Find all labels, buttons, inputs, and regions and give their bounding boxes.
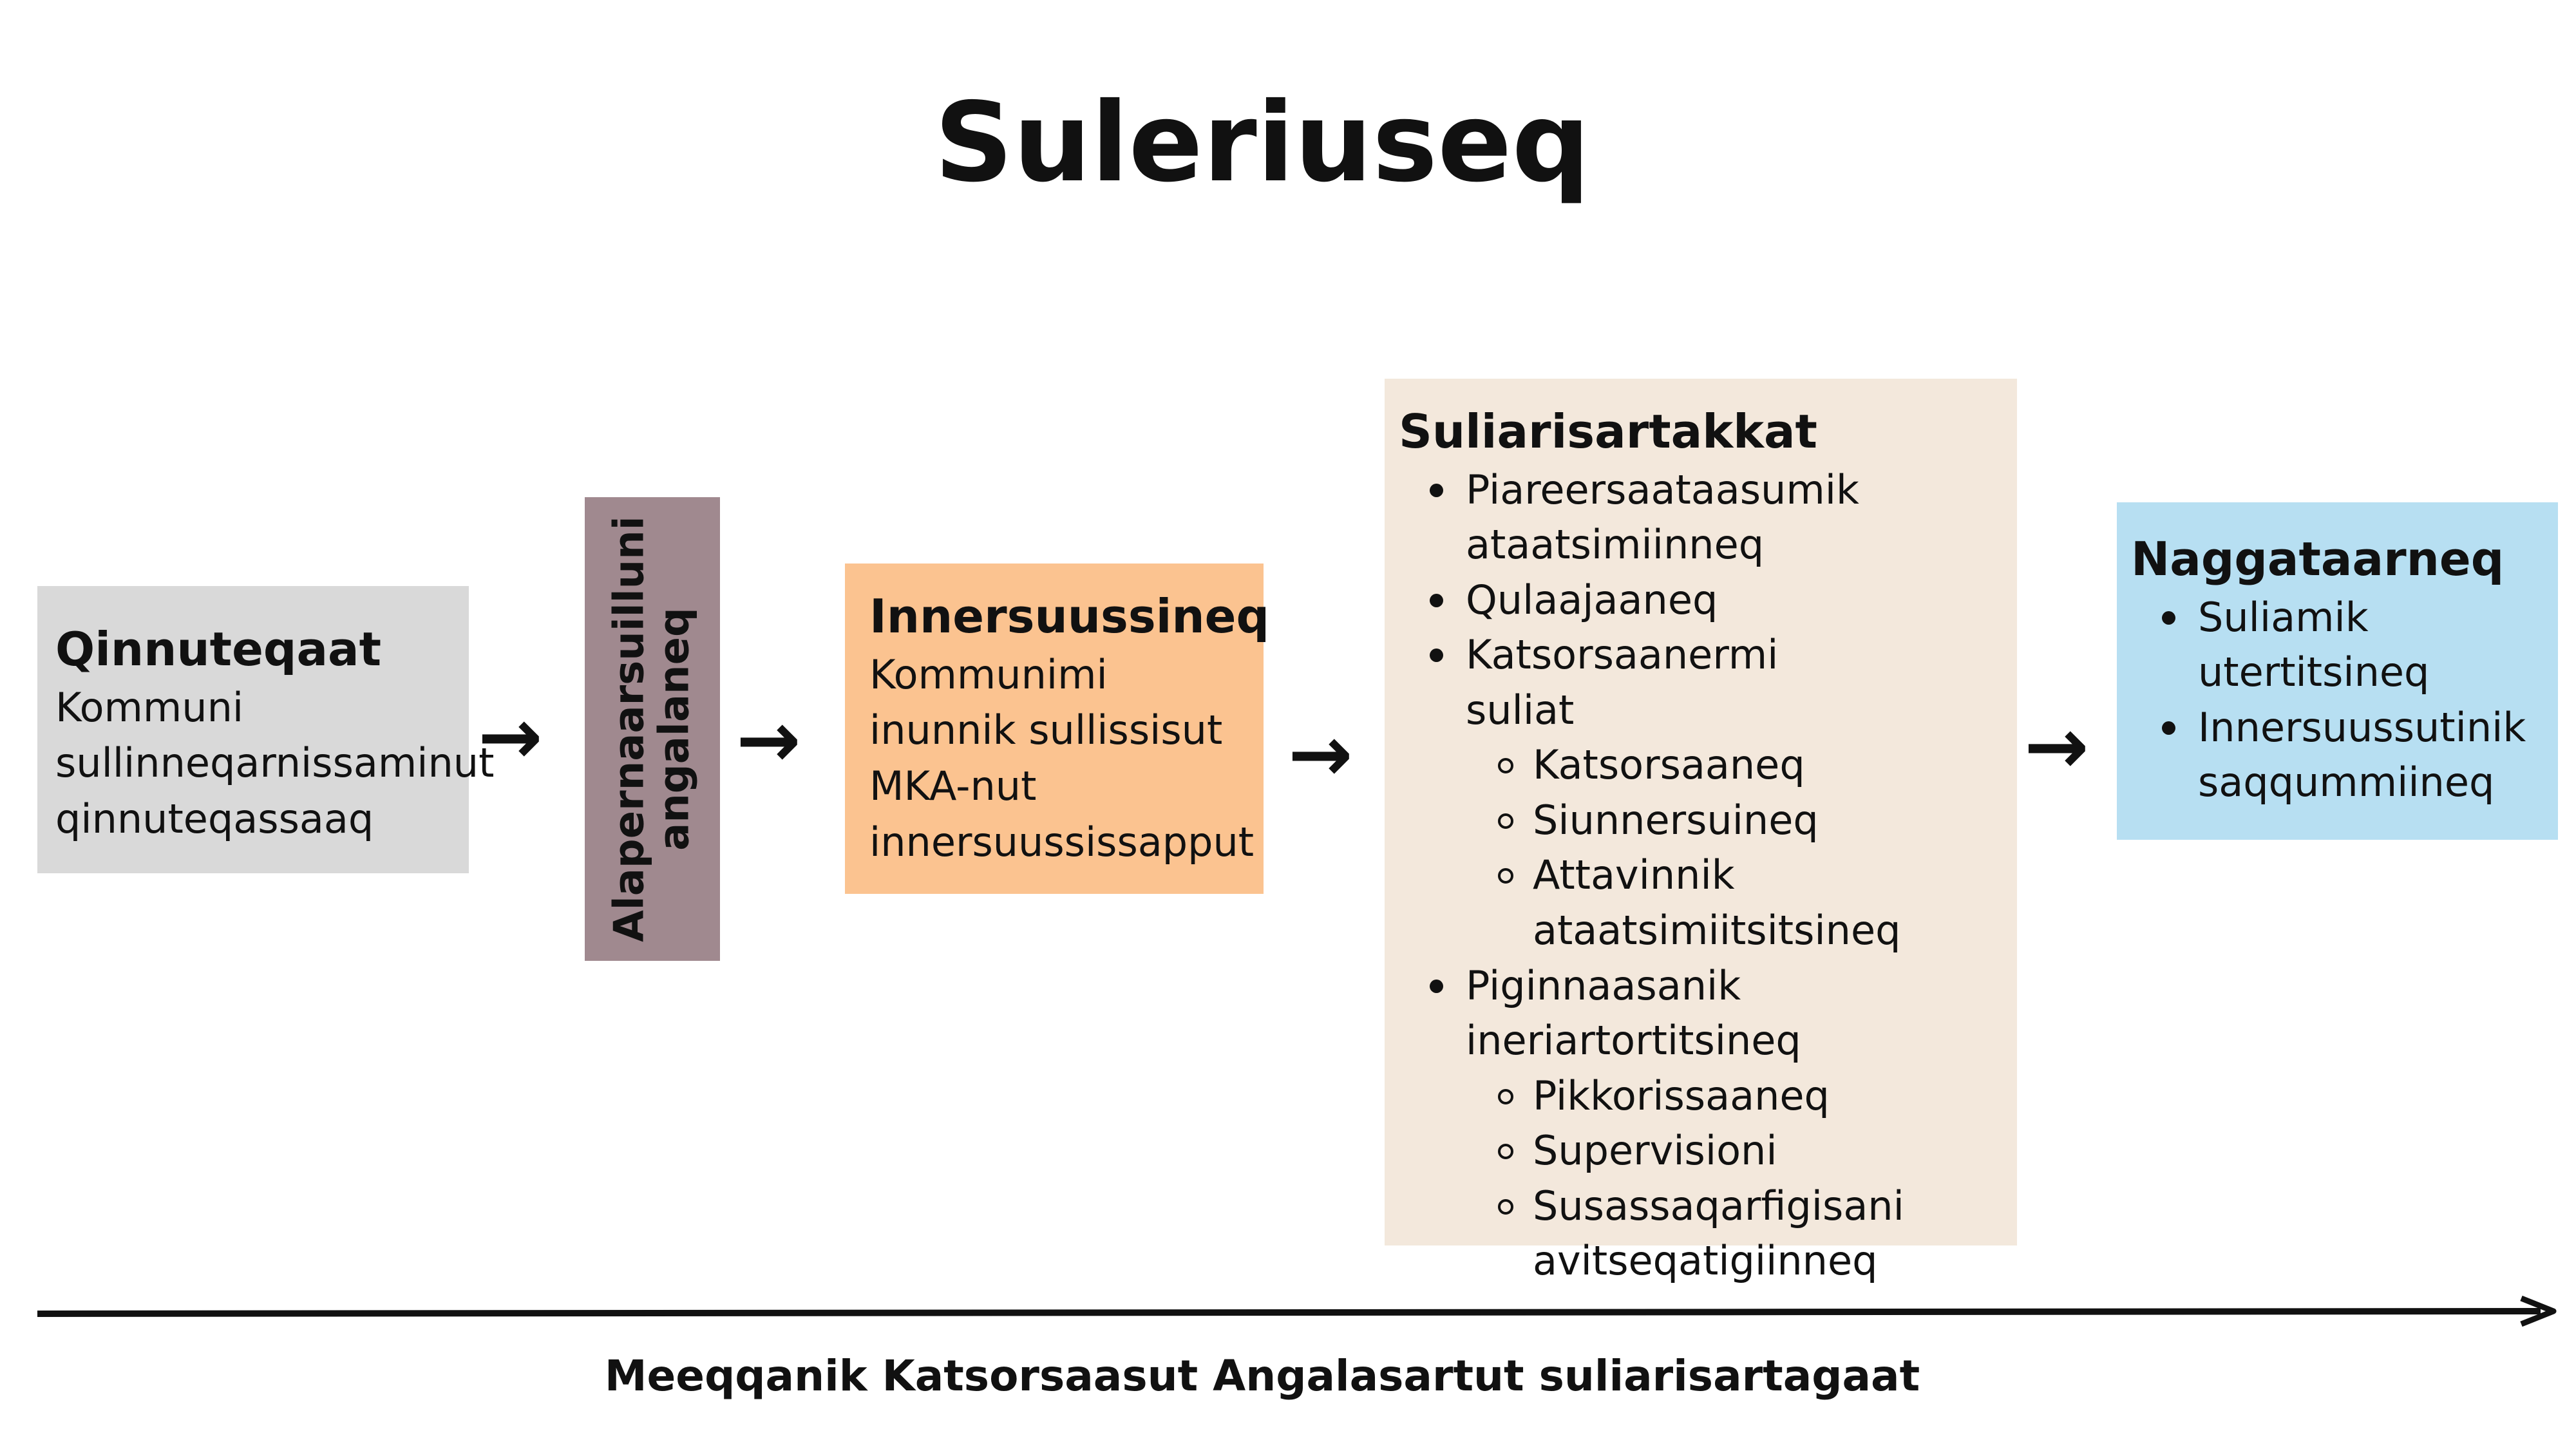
step-innersuussineq-heading: Innersuussineq [869,589,1270,643]
step-naggataarneq-heading: Naggataarneq [2131,532,2505,586]
sub-list-item: Siunnersuineq [1466,793,1811,848]
sub-list-item: Pikkorissaaneq [1466,1068,1811,1124]
step-suliarisartakkat-heading: Suliarisartakkat [1399,404,1817,459]
list-item-label: Katsorsaanermi suliat [1466,631,1779,734]
arrow-right-icon: → [1288,710,1353,799]
list-item-label: Qulaajaaneq [1466,576,1718,623]
step-innersuussineq-text: Kommunimi inunnik sullissisut MKA-nut innersuussissapput [869,650,1255,866]
sub-list-item: Susassaqarfigisani avitseqatigiinneq [1466,1179,1811,1289]
sub-list-item: Supervisioni [1466,1123,1811,1179]
list-item-label: Piareersaataasumik ataatsimiinneq [1466,466,1859,569]
list-item: Suliamik utertitsineq [2131,590,2466,700]
step-alapernaarsuilluni-line2: angalaneq [651,607,699,851]
sub-list-item: Katsorsaaneq [1466,737,1811,793]
list-item: Innersuussutinik saqqummiineq [2131,700,2466,810]
timeline-caption: Meeqqanik Katsorsaasut Angalasartut suliarisartagaat [604,1351,1920,1401]
arrow-right-icon: → [478,692,543,782]
timeline-line [37,1311,2541,1314]
list-item-label: Piginnaasanik ineriartortitsineq [1466,961,1801,1065]
step-qinnuteqaat-text: Kommuni sullinneqarnissaminut qinnuteqassaaq [55,683,495,843]
step-qinnuteqaat-heading: Qinnuteqaat [55,622,382,676]
arrow-right-icon: → [736,696,801,785]
step-alapernaarsuilluni-line1: Alapernaarsuilluni [605,516,654,942]
diagram-title: Suleriuseq [934,79,1591,207]
arrow-right-icon: → [2024,702,2089,791]
sub-list-item: Attavinnik ataatsimiitsitsineq [1466,848,1811,958]
